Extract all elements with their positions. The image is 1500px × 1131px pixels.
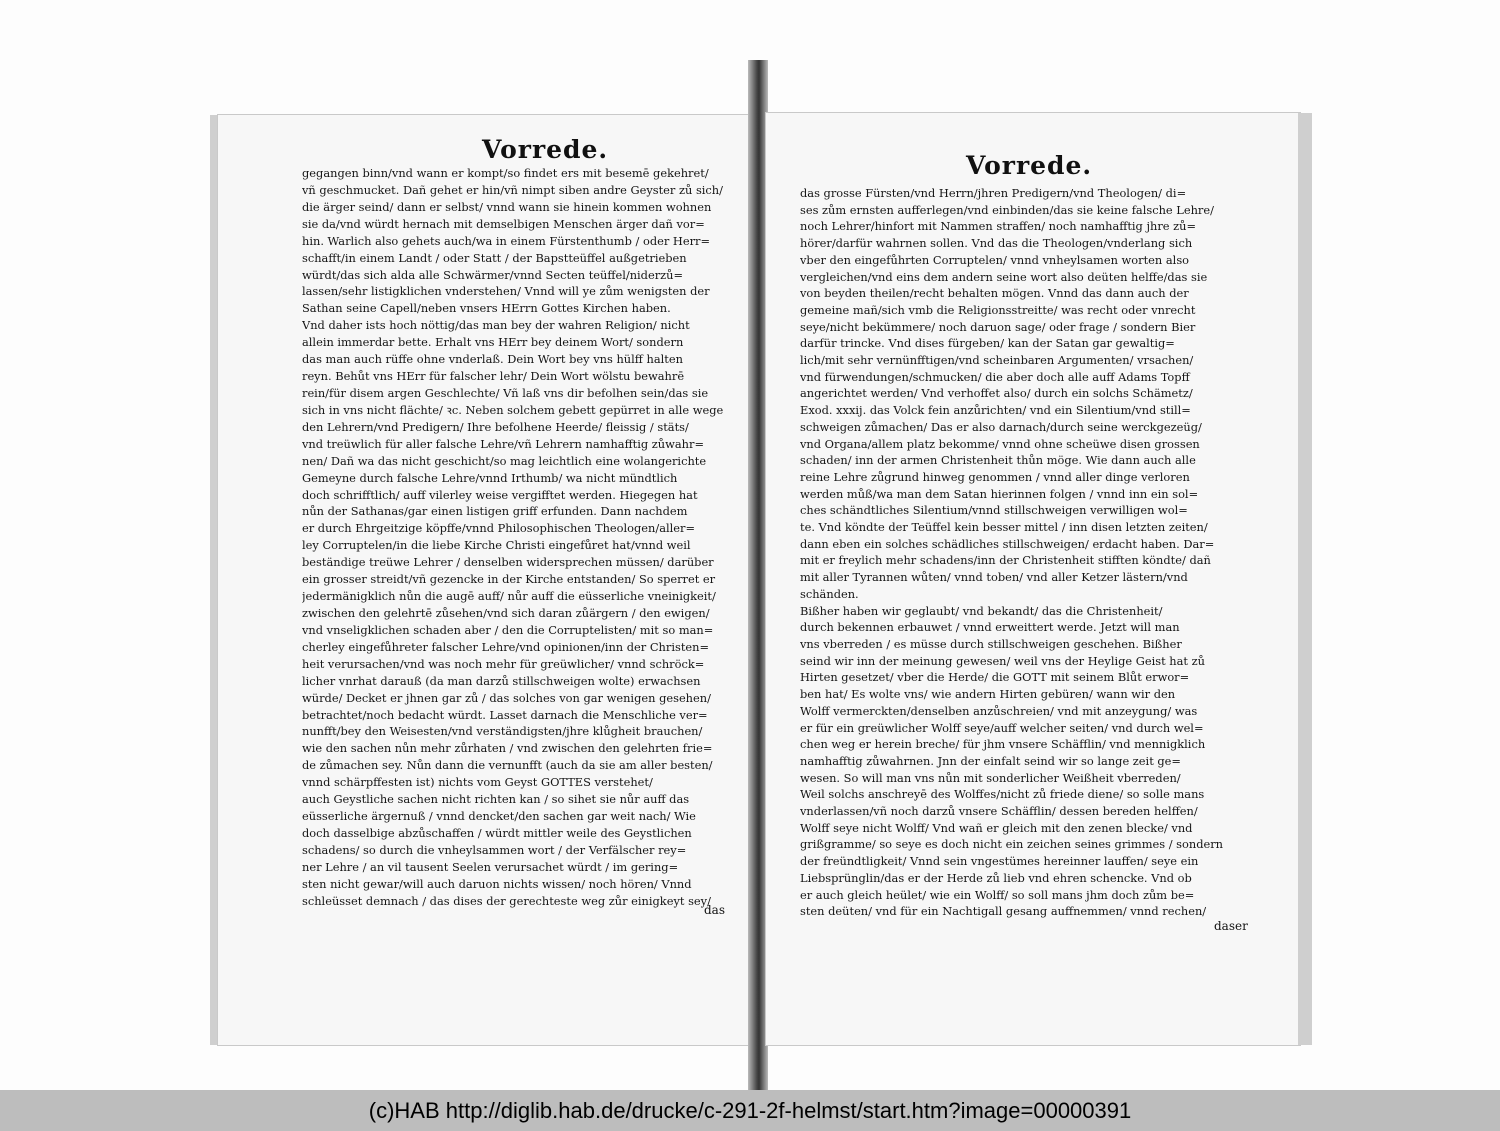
text-line: lich/mit sehr vernünfftigen/vnd scheinbaren Argumenten/ vrsachen/ bbox=[800, 353, 1194, 368]
text-line: das grosse Fürsten/vnd Herrn/jhren Predigern/vnd Theologen/ di= bbox=[800, 186, 1187, 200]
text-line: vnd Organa/allem platz bekomme/ vnnd ohne scheüwe disen grossen bbox=[800, 436, 1200, 451]
text-line: durch bekennen erbauwet / vnnd erweittert werde. Jetzt will man bbox=[800, 620, 1180, 635]
text-line: grißgramme/ so seye es doch nicht ein zeichen seines grimmes / sondern bbox=[800, 837, 1224, 852]
text-line: nunfft/bey den Weisesten/vnd verständigsten/jhre klůgheit brauchen/ bbox=[302, 724, 703, 739]
text-line: würdt/das sich alda alle Schwärmer/vnnd Secten teüffel/niderzů= bbox=[302, 267, 684, 282]
text-line: wie den sachen nůn mehr zůrhaten / vnd zwischen den gelehrten frie= bbox=[302, 741, 713, 756]
right-page-edge bbox=[1298, 113, 1312, 1045]
text-line: Gemeyne durch falsche Lehre/vnnd Irthumb/ wa nicht mündtlich bbox=[302, 470, 678, 485]
text-line: das man auch rüffe ohne vnderlaß. Dein Wort bey vns hülff halten bbox=[302, 352, 683, 367]
text-line: er durch Ehrgeitzige köpffe/vnnd Philosophischen Theologen/aller= bbox=[302, 521, 696, 536]
text-line: vñ geschmucket. Dañ gehet er hin/vñ nimpt siben andre Geyster zů sich/ bbox=[302, 182, 723, 197]
text-line: nůn der Sathanas/gar einen listigen griff erfunden. Dann nachdem bbox=[302, 504, 688, 519]
text-line: Vnd daher ists hoch nöttig/das man bey der wahren Religion/ nicht bbox=[302, 318, 690, 333]
text-line: te. Vnd köndte der Teüffel kein besser mittel / inn disen letzten zeiten/ bbox=[800, 520, 1208, 535]
text-line: schafft/in einem Landt / oder Statt / der Bapstteüffel außgetrieben bbox=[302, 250, 687, 265]
left-page-heading: Vorrede. bbox=[482, 135, 609, 164]
text-line: sie da/vnd würdt hernach mit demselbigen Menschen ärger dañ vor= bbox=[302, 216, 705, 231]
left-page-text bbox=[302, 165, 742, 910]
copyright-footer bbox=[0, 1090, 1500, 1131]
text-line: noch Lehrer/hinfort mit Nammen straffen/ noch namhafftig jhre zů= bbox=[800, 219, 1197, 234]
text-line: doch schrifftlich/ auff vilerley weise vergifftet werden. Hiegegen hat bbox=[302, 487, 698, 502]
text-line: mit er freylich mehr schadens/inn der Christenheit stifften köndte/ dañ bbox=[800, 553, 1211, 568]
text-line: seind wir inn der meinung gewesen/ weil vns der Heylige Geist hat zů bbox=[800, 653, 1205, 668]
text-line: reine Lehre zůgrund hinweg genommen / vnnd aller dinge verloren bbox=[800, 469, 1190, 484]
text-line: heit verursachen/vnd was noch mehr für greüwlicher/ vnnd schröck= bbox=[302, 656, 705, 671]
text-line: zwischen den gelehrtē zůsehen/vnd sich daran zůärgern / den ewigen/ bbox=[302, 605, 710, 620]
text-line: Wolff seye nicht Wolff/ Vnd wañ er gleich mit den zenen blecke/ vnd bbox=[800, 820, 1193, 835]
text-line: Hirten gesetzet/ vber die Herde/ die GOTT mit seinem Blůt erwor= bbox=[800, 670, 1190, 685]
text-line: werden můß/wa man dem Satan hierinnen folgen / vnnd inn ein sol= bbox=[800, 486, 1199, 501]
text-line: schaden/ inn der armen Christenheit thůn möge. Wie dann auch alle bbox=[800, 453, 1196, 468]
text-line: würde/ Decket er jhnen gar zů / das solches von gar wenigen gesehen/ bbox=[302, 690, 711, 705]
text-line: nen/ Dañ wa das nicht geschicht/so mag leichtlich eine wolangerichte bbox=[302, 453, 707, 468]
text-line: sten deüten/ vnd für ein Nachtigall gesang auffnemmen/ vnnd rechen/ bbox=[800, 904, 1207, 919]
text-line: Weil solchs anschreyē des Wolffes/nicht zů friede diene/ so solle mans bbox=[800, 787, 1205, 802]
right-page-catchword: daser bbox=[1214, 919, 1248, 933]
text-line: vber den eingefůhrten Corruptelen/ vnnd vnheylsamen worten also bbox=[800, 252, 1190, 267]
text-line: cherley eingefůhreter falscher Lehre/vnd opinionen/inn der Christen= bbox=[302, 639, 710, 654]
footer-url-text: (c)HAB http://diglib.hab.de/drucke/c-291-2f-helmst/start.htm?image=00000391 bbox=[368, 1098, 1132, 1123]
text-line: ley Corruptelen/in die liebe Kirche Christi eingefůret hat/vnnd weil bbox=[302, 538, 691, 553]
text-line: ses zům ernsten aufferlegen/vnd einbinden/das sie keine falsche Lehre/ bbox=[800, 202, 1214, 217]
text-line: gemeine mañ/sich vmb die Religionsstreitte/ was recht oder vnrecht bbox=[800, 302, 1196, 317]
left-page bbox=[218, 115, 750, 1045]
right-page-text bbox=[800, 185, 1290, 920]
text-line: ches schändtliches Silentium/vnnd stillschweigen verwilligen wol= bbox=[800, 503, 1188, 518]
text-line: hin. Warlich also gehets auch/wa in einem Fürstenthumb / oder Herr= bbox=[302, 233, 711, 248]
text-line: namhafftig zůwahrnen. Jnn der einfalt seind wir so lange zeit ge= bbox=[800, 753, 1181, 768]
text-line: Liebsprünglin/das er der Herde zů lieb vnd ehren schencke. Vnd ob bbox=[800, 870, 1192, 885]
book-gutter bbox=[748, 60, 768, 1090]
text-line: schadens/ so durch die vnheylsammen wort / der Verfälscher rey= bbox=[302, 842, 687, 857]
text-line: de zůmachen sey. Nůn dann die vernunfft (auch da sie am aller besten/ bbox=[302, 758, 713, 773]
text-line: von beyden theilen/recht behalten mögen. Vnnd das dann auch der bbox=[800, 286, 1189, 301]
text-line: betrachtet/noch bedacht würdt. Lasset darnach die Menschliche ver= bbox=[302, 707, 708, 722]
text-line: gegangen binn/vnd wann er kompt/so findet ers mit besemē gekehret/ bbox=[302, 166, 709, 180]
text-line: doch dasselbige abzůschaffen / würdt mittler weile des Geystlichen bbox=[302, 825, 692, 840]
text-line: allein immerdar bette. Erhalt vns HErr bey deinem Wort/ sondern bbox=[302, 335, 684, 350]
text-line: den Lehrern/vnd Predigern/ Ihre befolhene Heerde/ fleissig / stäts/ bbox=[302, 419, 689, 434]
text-line: schweigen zůmachen/ Das er also darnach/durch seine werckgezeüg/ bbox=[800, 419, 1202, 434]
right-page bbox=[766, 113, 1300, 1045]
text-line: hörer/darfür wahrnen sollen. Vnd das die Theologen/vnderlang sich bbox=[800, 236, 1193, 251]
text-line: sten nicht gewar/will auch daruon nichts wissen/ noch hören/ Vnnd bbox=[302, 876, 692, 891]
text-line: beständige treüwe Lehrer / denselben widersprechen müssen/ darüber bbox=[302, 555, 714, 570]
text-line: mit aller Tyrannen wůten/ vnnd toben/ vnd aller Ketzer lästern/vnd bbox=[800, 570, 1188, 585]
text-line: darfür trincke. Vnd dises fürgeben/ kan der Satan gar gewaltig= bbox=[800, 336, 1175, 351]
text-line: angerichtet werden/ Vnd verhoffet also/ durch ein solchs Schämetz/ bbox=[800, 386, 1193, 401]
text-line: vns vberreden / es müsse durch stillschweigen geschehen. Bißher bbox=[800, 636, 1182, 651]
text-line: ner Lehre / an vil tausent Seelen verursachet würdt / im gering= bbox=[302, 859, 679, 874]
text-line: dann eben ein solches schädliches stillschweigen/ erdacht haben. Dar= bbox=[800, 536, 1215, 551]
text-line: vnd vnseligklichen schaden aber / den die Corruptelisten/ mit so man= bbox=[302, 622, 714, 637]
text-line: ein grosser streidt/vñ gezencke in der Kirche entstanden/ So sperret er bbox=[302, 572, 716, 587]
text-line: lassen/sehr listigklichen vnderstehen/ Vnnd will ye zům wenigsten der bbox=[302, 284, 710, 299]
text-line: vnderlassen/vñ noch darzů vnsere Schäfflin/ dessen bereden helffen/ bbox=[800, 804, 1198, 819]
text-line: die ärger seind/ dann er selbst/ vnnd wann sie hinein kommen wohnen bbox=[302, 199, 712, 214]
text-line: jedermänigklich nůn die augē auff/ nůr auff die eüsserliche vneinigkeit/ bbox=[302, 589, 716, 604]
text-line: er für ein greüwlicher Wolff seye/auff welcher seiten/ vnd durch wel= bbox=[800, 720, 1204, 735]
text-line: Sathan seine Capell/neben vnsers HErrn Gottes Kirchen haben. bbox=[302, 301, 671, 316]
text-line: er auch gleich heület/ wie ein Wolff/ so soll mans jhm doch zům be= bbox=[800, 887, 1195, 902]
text-line: vnd treüwlich für aller falsche Lehre/vñ Lehrern namhafftig zůwahr= bbox=[302, 436, 704, 451]
text-line: vnd fürwendungen/schmucken/ die aber doch alle auff Adams Topff bbox=[800, 369, 1190, 384]
text-line: schänden. bbox=[800, 586, 859, 601]
text-line: schleüsset demnach / das dises der gerechteste weg zůr einigkeyt sey/ bbox=[302, 893, 711, 908]
text-line: Wolff vermerckten/denselben anzůschreien/ vnd mit anzeygung/ was bbox=[800, 703, 1198, 718]
text-line: licher vnrhat darauß (da man darzů stillschweigen wolte) erwachsen bbox=[302, 673, 701, 688]
text-line: vergleichen/vnd eins dem andern seine wort also deüten helffe/das sie bbox=[800, 269, 1208, 284]
text-line: chen weg er herein breche/ für jhm vnsere Schäfflin/ vnd mennigklich bbox=[800, 737, 1206, 752]
text-line: Bißher haben wir geglaubt/ vnd bekandt/ das die Christenheit/ bbox=[800, 603, 1163, 618]
text-line: auch Geystliche sachen nicht richten kan / so sihet sie nůr auff das bbox=[302, 792, 690, 807]
text-line: vnnd schärpffesten ist) nichts vom Geyst GOTTES verstehet/ bbox=[302, 775, 653, 790]
left-page-catchword: das bbox=[704, 903, 725, 917]
right-page-heading: Vorrede. bbox=[966, 151, 1093, 180]
text-line: ben hat/ Es wolte vns/ wie andern Hirten gebüren/ wann wir den bbox=[800, 687, 1176, 702]
text-line: reyn. Behůt vns HErr für falscher lehr/ Dein Wort wölstu bewahrē bbox=[302, 369, 685, 384]
text-line: sich in vns nicht flächte/ ꝛc. Neben solchem gebett gepürret in alle wege bbox=[302, 402, 724, 417]
text-line: eüsserliche ärgernuß / vnnd dencket/den sachen gar weit nach/ Wie bbox=[302, 809, 696, 824]
text-line: rein/für disem argen Geschlechte/ Vñ laß vns dir befolhen sein/das sie bbox=[302, 385, 709, 400]
text-line: der freündtligkeit/ Vnnd sein vngestümes hereinner lauffen/ seye ein bbox=[800, 854, 1199, 869]
text-line: Exod. xxxij. das Volck fein anzůrichten/ vnd ein Silentium/vnd still= bbox=[800, 403, 1191, 418]
text-line: seye/nicht bekümmere/ noch daruon sage/ oder frage / sondern Bier bbox=[800, 319, 1196, 334]
text-line: wesen. So will man vns nůn mit sonderlicher Weißheit vberreden/ bbox=[800, 770, 1181, 785]
